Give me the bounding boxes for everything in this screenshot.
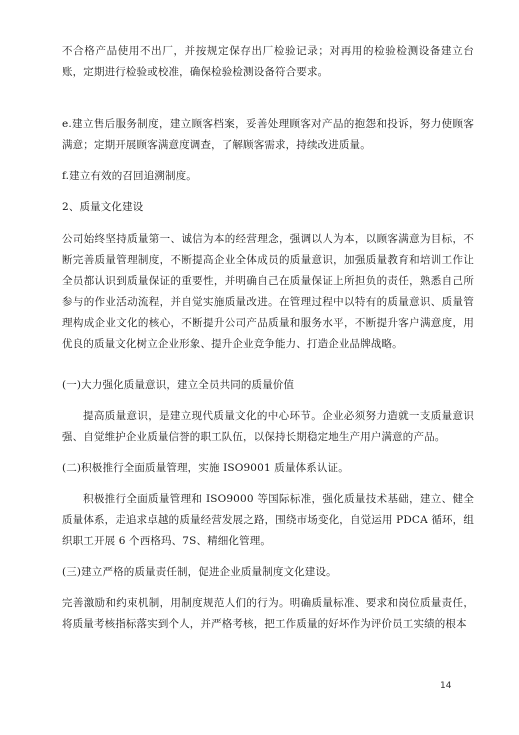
- subheading-quality-awareness: (一)大力强化质量意识，建立全员共同的质量价值: [62, 379, 295, 391]
- paragraph-quality-philosophy: 公司始终坚持质量第一、诚信为本的经营理念，强调以人为本，以顾客满意为目标，不断完善质量管理制度，不断提高企业全体成员的质量意识，加强质量教育和培训工作让全员都认识到质量保证的重要性，并明确自己在质量保证上所担负的责任，熟悉自己所参与的作业活动流程，并自觉实施质量改进。在管理过程中以特有的质量意识、质量管理构成企业文化的核心，不断提升公司产品质量和服务水平，不断提升客户满意度，用优良的质量文化树立企业形象、提升企业竞争能力、打造企业品牌战略。: [62, 233, 474, 350]
- paragraph-total-quality-management: 积极推行全面质量管理和 ISO9000 等国际标准，强化质量技术基础，建立、健全质量体系，走追求卓越的质量经营发展之路，围绕市场变化，自觉运用 PDCA 循环，组织职工开展 6 个西格玛、7S、精细化管理。: [62, 493, 474, 547]
- subheading-quality-responsibility: (三)建立严格的质量责任制，促进企业质量制度文化建设。: [62, 566, 337, 578]
- paragraph-inspection-records: 不合格产品使用不出厂，并按规定保存出厂检验记录；对再用的检验检测设备建立台账，定期进行检验或校准，确保检验检测设备符合要求。: [62, 45, 474, 78]
- paragraph-quality-awareness: 提高质量意识，是建立现代质量文化的中心环节。企业必须努力造就一支质量意识强、自觉维护企业质量信誉的职工队伍，以保持长期稳定地生产用户满意的产品。: [62, 410, 474, 443]
- paragraph-incentive-mechanism: 完善激励和约束机制，用制度规范人们的行为。明确质量标准、要求和岗位质量责任，将质量考核指标落实到个人，并严格考核，把工作质量的好坏作为评价员工实绩的根本: [62, 597, 474, 630]
- page-number: 14: [440, 681, 452, 691]
- paragraph-after-sales-service: e.建立售后服务制度，建立顾客档案，妥善处理顾客对产品的抱怨和投诉，努力使顾客满意；定期开展顾客满意度调查，了解顾客需求，持续改进质量。: [62, 118, 474, 151]
- paragraph-recall-system: f.建立有效的召回追溯制度。: [62, 170, 197, 182]
- subheading-total-quality-management: (二)积极推行全面质量管理，实施 ISO9001 质量体系认证。: [62, 462, 349, 474]
- section-heading-quality-culture: 2、质量文化建设: [62, 201, 144, 213]
